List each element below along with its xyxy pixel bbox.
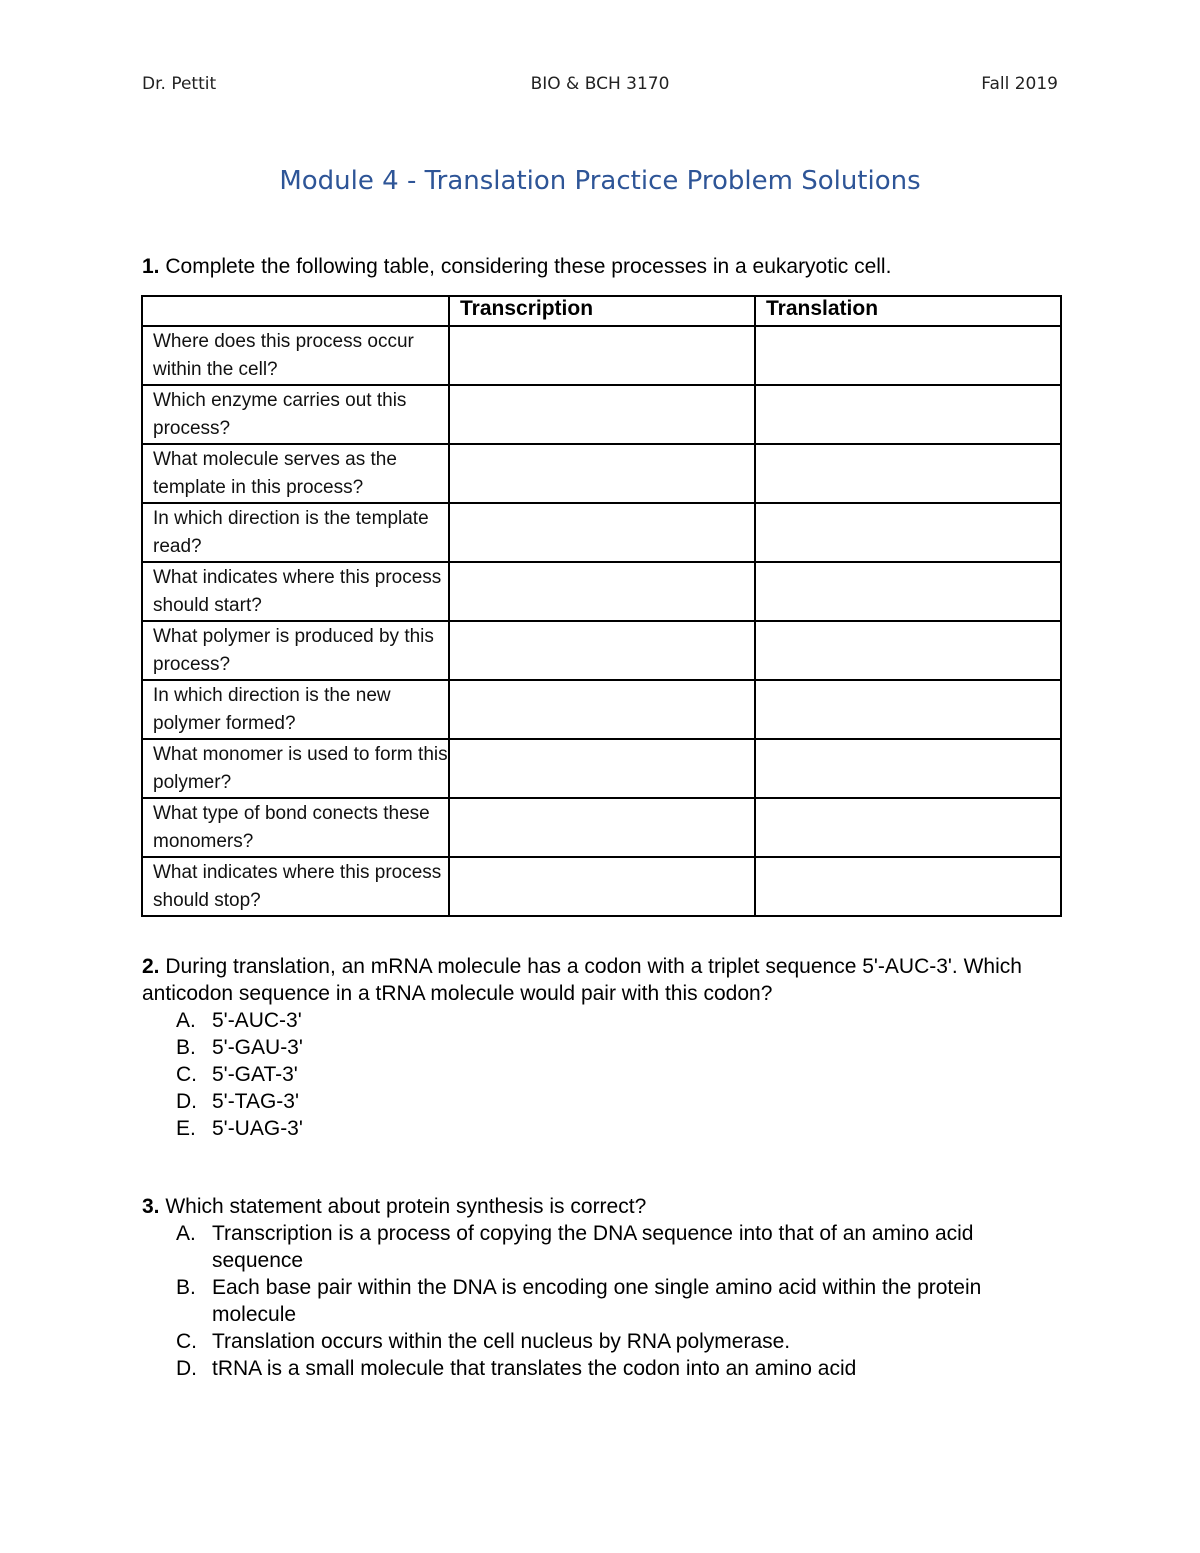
answer-cell-translation bbox=[755, 739, 1061, 798]
column-header-transcription: Transcription bbox=[449, 296, 755, 326]
table-row bbox=[142, 562, 1061, 621]
answer-cell-translation bbox=[755, 444, 1061, 503]
row-label: Where does this process occur within the cell? bbox=[142, 326, 449, 385]
question-3 bbox=[142, 1193, 1102, 1382]
row-label: What indicates where this process should stop? bbox=[142, 857, 449, 916]
answer-cell-translation bbox=[755, 385, 1061, 444]
answer-cell-transcription bbox=[449, 857, 755, 916]
option-b: B. Each base pair within the DNA is encoding one single amino acid within the protein molecule bbox=[176, 1276, 982, 1326]
option-a: A. 5'-AUC-3' bbox=[176, 1009, 302, 1032]
question-3-number: 3. bbox=[142, 1195, 160, 1218]
question-2 bbox=[142, 953, 1102, 1142]
question-2-number: 2. bbox=[142, 955, 160, 978]
question-1 bbox=[142, 253, 1102, 280]
table-row bbox=[142, 739, 1061, 798]
question-2-options bbox=[142, 1007, 1102, 1142]
header-term: Fall 2019 bbox=[981, 74, 1058, 94]
table-row bbox=[142, 621, 1061, 680]
row-label: What indicates where this process should start? bbox=[142, 562, 449, 621]
row-label: What molecule serves as the template in this process? bbox=[142, 444, 449, 503]
table-header-row bbox=[142, 296, 1061, 326]
answer-cell-translation bbox=[755, 798, 1061, 857]
answer-cell-transcription bbox=[449, 503, 755, 562]
row-label: What monomer is used to form this polymer? bbox=[142, 739, 449, 798]
answer-cell-translation bbox=[755, 503, 1061, 562]
answer-cell-transcription bbox=[449, 739, 755, 798]
header-instructor: Dr. Pettit bbox=[142, 74, 217, 94]
option-c: C. Translation occurs within the cell nucleus by RNA polymerase. bbox=[176, 1330, 791, 1353]
option-d: D. 5'-TAG-3' bbox=[176, 1090, 299, 1113]
answer-cell-transcription bbox=[449, 444, 755, 503]
row-label: Which enzyme carries out this process? bbox=[142, 385, 449, 444]
answer-cell-translation bbox=[755, 680, 1061, 739]
question-3-options bbox=[142, 1220, 1032, 1382]
page-title: Module 4 - Translation Practice Problem Solutions bbox=[279, 166, 921, 196]
question-1-text: Complete the following table, considering these processes in a eukaryotic cell. bbox=[165, 255, 892, 278]
column-header-translation: Translation bbox=[755, 296, 1061, 326]
table-row bbox=[142, 326, 1061, 385]
table-row bbox=[142, 444, 1061, 503]
answer-cell-transcription bbox=[449, 385, 755, 444]
table-row bbox=[142, 680, 1061, 739]
table-row bbox=[142, 503, 1061, 562]
question-1-number: 1. bbox=[142, 255, 160, 278]
row-label: In which direction is the template read? bbox=[142, 503, 449, 562]
table-row bbox=[142, 857, 1061, 916]
answer-cell-transcription bbox=[449, 326, 755, 385]
answer-cell-translation bbox=[755, 621, 1061, 680]
table-corner-cell bbox=[142, 296, 449, 326]
row-label: What polymer is produced by this process? bbox=[142, 621, 449, 680]
answer-cell-transcription bbox=[449, 680, 755, 739]
option-e: E. 5'-UAG-3' bbox=[176, 1117, 303, 1140]
answer-cell-transcription bbox=[449, 562, 755, 621]
option-d: D. tRNA is a small molecule that translates the codon into an amino acid bbox=[176, 1357, 857, 1380]
answer-cell-translation bbox=[755, 857, 1061, 916]
answer-cell-transcription bbox=[449, 621, 755, 680]
option-a: A. Transcription is a process of copying the DNA sequence into that of an amino acid sequence bbox=[176, 1222, 974, 1272]
option-c: C. 5'-GAT-3' bbox=[176, 1063, 298, 1086]
question-3-text: Which statement about protein synthesis is correct? bbox=[165, 1195, 647, 1218]
table-row bbox=[142, 385, 1061, 444]
row-label: What type of bond conects these monomers? bbox=[142, 798, 449, 857]
answer-cell-transcription bbox=[449, 798, 755, 857]
answer-cell-translation bbox=[755, 326, 1061, 385]
question-2-text: During translation, an mRNA molecule has a codon with a triplet sequence 5'-AUC-3'. Which anticodon sequence in a tRNA molecule would pair with this codon? bbox=[142, 955, 1022, 1005]
process-comparison-table bbox=[141, 295, 1062, 917]
answer-cell-translation bbox=[755, 562, 1061, 621]
header-course: BIO & BCH 3170 bbox=[530, 74, 670, 94]
option-b: B. 5'-GAU-3' bbox=[176, 1036, 303, 1059]
row-label: In which direction is the new polymer formed? bbox=[142, 680, 449, 739]
table-row bbox=[142, 798, 1061, 857]
